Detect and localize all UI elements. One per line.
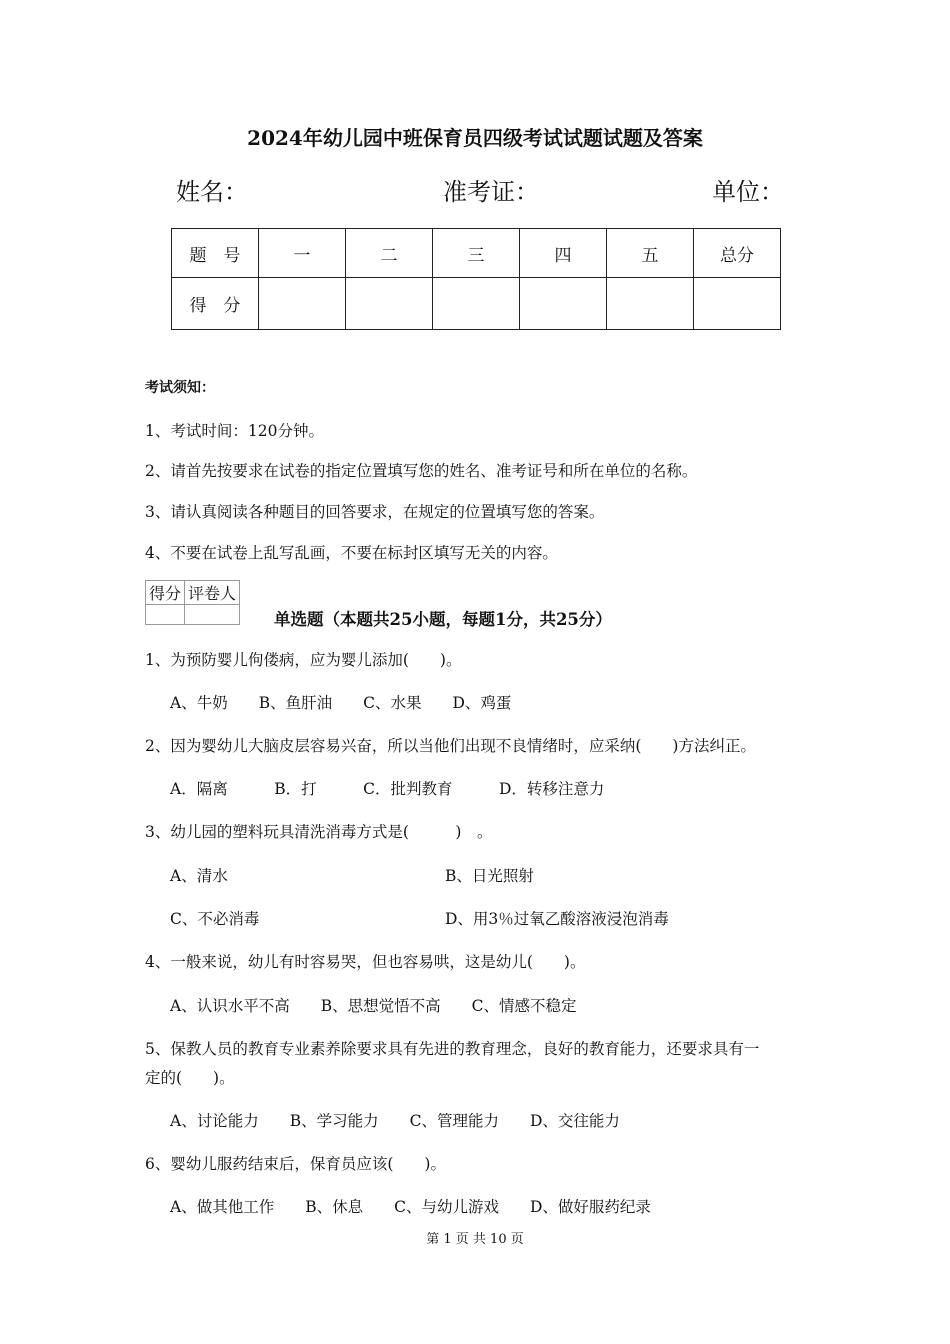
- section-title: 单选题（本题共25小题，每题1分，共25分）: [274, 610, 612, 629]
- question-4-options: A、认识水平不高 B、思想觉悟不高 C、情感不稳定: [170, 997, 577, 1015]
- notice-item: 4、不要在试卷上乱写乱画，不要在标封区填写无关的内容。: [145, 544, 558, 562]
- score-cell-one: 一: [259, 229, 346, 278]
- page-footer: 第 1 页 共 10 页: [426, 1232, 524, 1247]
- question-5-continued: 定的( )。: [145, 1069, 235, 1087]
- score-input-total[interactable]: [694, 278, 781, 330]
- document-title: 2024年幼儿园中班保育员四级考试试题试题及答案: [247, 126, 703, 150]
- grader-box: [145, 580, 240, 625]
- score-table: [171, 228, 781, 330]
- question-2: 2、因为婴幼儿大脑皮层容易兴奋，所以当他们出现不良情绪时，应采纳( )方法纠正。: [145, 737, 756, 755]
- notice-item: 2、请首先按要求在试卷的指定位置填写您的姓名、准考证号和所在单位的名称。: [145, 462, 698, 480]
- score-table-score-row: [172, 278, 781, 330]
- question-3: 3、幼儿园的塑料玩具清洗消毒方式是( ) 。: [145, 823, 493, 841]
- notice-heading: 考试须知：: [145, 380, 215, 396]
- score-cell-total: 总分: [694, 229, 781, 278]
- exam-id-label: 准考证：: [443, 178, 539, 206]
- grader-name-cell[interactable]: [185, 605, 240, 625]
- question-5: 5、保教人员的教育专业素养除要求具有先进的教育理念，良好的教育能力，还要求具有一: [145, 1040, 760, 1058]
- score-input-four[interactable]: [520, 278, 607, 330]
- score-cell-label: 题 号: [172, 229, 259, 278]
- name-label: 姓名：: [176, 178, 248, 206]
- question-6-options: A、做其他工作 B、休息 C、与幼儿游戏 D、做好服药纪录: [170, 1198, 651, 1216]
- question-3-option-b: B、日光照射: [445, 867, 534, 885]
- grader-score-cell[interactable]: [146, 605, 185, 625]
- question-6: 6、婴幼儿服药结束后，保育员应该( )。: [145, 1155, 446, 1173]
- question-4: 4、一般来说，幼儿有时容易哭，但也容易哄，这是幼儿( )。: [145, 953, 586, 971]
- question-1: 1、为预防婴儿佝偻病，应为婴儿添加( )。: [145, 651, 462, 669]
- question-2-options: A．隔离 B．打 C．批判教育 D．转移注意力: [170, 780, 605, 798]
- question-5-options: A、讨论能力 B、学习能力 C、管理能力 D、交往能力: [170, 1112, 620, 1130]
- question-3-option-c: C、不必消毒: [170, 910, 260, 928]
- notice-item: 1、考试时间：120分钟。: [145, 422, 324, 440]
- score-cell-two: 二: [346, 229, 433, 278]
- score-row-label: 得 分: [172, 278, 259, 330]
- score-cell-five: 五: [607, 229, 694, 278]
- score-table-header-row: [172, 229, 781, 278]
- score-cell-four: 四: [520, 229, 607, 278]
- score-input-two[interactable]: [346, 278, 433, 330]
- question-3-option-a: A、清水: [170, 867, 228, 885]
- notice-item: 3、请认真阅读各种题目的回答要求，在规定的位置填写您的答案。: [145, 503, 605, 521]
- score-cell-three: 三: [433, 229, 520, 278]
- grader-name-label: 评卷人: [185, 581, 240, 605]
- score-input-one[interactable]: [259, 278, 346, 330]
- unit-label: 单位：: [712, 178, 784, 206]
- grader-score-label: 得分: [146, 581, 185, 605]
- score-input-five[interactable]: [607, 278, 694, 330]
- question-3-option-d: D、用3％过氧乙酸溶液浸泡消毒: [445, 910, 669, 928]
- question-1-options: A、牛奶 B、鱼肝油 C、水果 D、鸡蛋: [170, 694, 512, 712]
- score-input-three[interactable]: [433, 278, 520, 330]
